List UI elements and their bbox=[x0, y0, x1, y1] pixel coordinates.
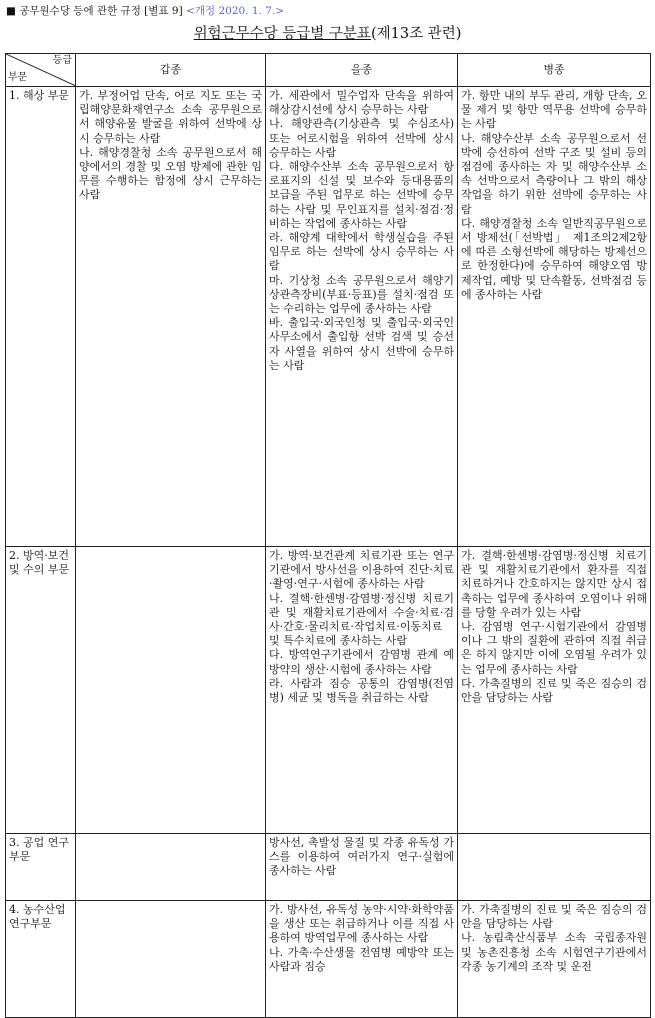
list-item: 나. 결핵·한센병·감염병·정신병 치료기관 및 재활치료기관에서 수술·치료·검사·간호·물리치료·작업치료·이동치료 및 특수치료에 종사하는 사람 bbox=[269, 591, 454, 648]
title-main: 위험근무수당 등급별 구분표 bbox=[193, 26, 371, 42]
table-row bbox=[6, 547, 651, 834]
list-item: 나. 가축·수산생물 전염병 예방약 또는 사람과 짐승 bbox=[269, 945, 454, 973]
document-title bbox=[0, 22, 655, 43]
column-header-gap: 갑종 bbox=[76, 54, 266, 87]
cell-byeong bbox=[458, 547, 651, 834]
list-item: 다. 방역연구기관에서 감염병 관계 예방약의 생산·시험에 종사하는 사람 bbox=[269, 648, 454, 676]
list-item: 나. 해양경찰청 소속 공무원으로서 해양에서의 경찰 및 오염 방제에 관한 임무를 수행하는 함정에 상시 근무하는 사람 bbox=[79, 145, 262, 202]
cell-eul bbox=[266, 547, 458, 834]
list-item: 라. 해양계 대학에서 학생실습을 주된 임무로 하는 선박에 상시 승무하는 사람 bbox=[269, 231, 454, 273]
cell-byeong bbox=[458, 901, 651, 1018]
column-header-byeong: 병종 bbox=[458, 54, 651, 87]
table-row bbox=[6, 87, 651, 547]
cell-byeong bbox=[458, 87, 651, 547]
corner-grade-label: 등급 bbox=[52, 55, 72, 66]
list-item: 방사선, 촉발성 물질 및 각종 유독성 가스를 이용하여 여러가지 연구·실험에 종사하는 사람 bbox=[269, 836, 454, 878]
list-item: 바. 출입국·외국인청 및 출입국·외국인사무소에서 출입항 선박 검색 및 승선자 사열을 위하여 상시 선박에 승무하는 사람 bbox=[269, 316, 454, 372]
regulation-header bbox=[6, 3, 284, 18]
table-header-row bbox=[6, 54, 651, 87]
cell-eul bbox=[266, 834, 458, 901]
list-item: 가. 방역·보건관계 치료기관 또는 연구기관에서 방사선을 이용하여 진단·치료·촬영·연구·시험에 종사하는 사람 bbox=[269, 549, 454, 591]
list-item: 라. 사람과 짐승 공통의 감염병(전염병) 세균 및 병독을 취급하는 사람 bbox=[269, 676, 454, 705]
list-item: 가. 방사선, 유독성 농약·시약·화학약품을 생산 또는 취급하거나 이를 직접 사용하여 방역업무에 종사하는 사람 bbox=[269, 903, 454, 945]
section-name: 2. 방역·보건 및 수의 부문 bbox=[6, 547, 76, 834]
list-item: 나. 농림축산식품부 소속 국립종자원 및 농촌진흥청 소속 시험연구기관에서 각종 농기계의 조작 및 운전 bbox=[461, 931, 647, 973]
section-name: 4. 농수산업연구부문 bbox=[6, 901, 76, 1018]
amendment-date: <개정 2020. 1. 7.> bbox=[186, 5, 285, 17]
section-name: 3. 공업 연구 부문 bbox=[6, 834, 76, 901]
list-item: 나. 해양관측(기상관측 및 수심조사) 또는 어로시험을 위하여 선박에 상시 승무하는 사람 bbox=[269, 117, 454, 159]
list-item: 가. 결핵·한센병·감염병·정신병 치료기관 및 재활치료기관에서 환자를 직접 치료하거나 간호하지는 않지만 상시 접촉하는 업무에 종사하여 오염이나 위해를 당할 우려가 있는 사람 bbox=[461, 549, 647, 619]
cell-eul bbox=[266, 901, 458, 1018]
cell-gap bbox=[76, 901, 266, 1018]
cell-gap bbox=[76, 834, 266, 901]
list-item: 가. 가축질병의 진료 및 죽은 짐승의 검안을 담당하는 사람 bbox=[461, 903, 647, 931]
list-item: 가. 항만 내의 부두 관리, 개항 단속, 오물 제거 및 항만 역무용 선박에 승무하는 사람 bbox=[461, 89, 647, 131]
section-name: 1. 해상 부문 bbox=[6, 87, 76, 547]
column-header-eul: 을종 bbox=[266, 54, 458, 87]
cell-byeong bbox=[458, 834, 651, 901]
list-item: 가. 세관에서 밀수업자 단속을 위하여 해상감시선에 상시 승무하는 사람 bbox=[269, 89, 454, 117]
corner-sector-label: 부문 bbox=[8, 71, 28, 83]
list-item: 다. 해양수산부 소속 공무원으로서 항로표지의 신설 및 보수와 등대용품의 보급을 주된 업무로 하는 선박에 승무하는 사람 및 무인표지를 설치·점검·정비하는 작업에 종사하는 사람 bbox=[269, 160, 454, 230]
hazard-allowance-table bbox=[5, 53, 651, 1018]
table-row bbox=[6, 834, 651, 901]
list-item: 다. 해양경찰청 소속 일반직공무원으로서 방제선(「선박법」 제1조의2제2항에 따른 소형선박에 해당하는 방제선으로 한정한다)에 승무하여 해양오염 방제작업, 예방 및 단속활동, 선박점검 등에 종사하는 사람 bbox=[461, 216, 647, 301]
list-item: 나. 해양수산부 소속 공무원으로서 선박에 승선하여 선박 구조 및 설비 등의 점검에 종사하는 자 및 해양수산부 소속 선박으로서 측량이나 그 밖의 해상작업을 하기 위한 선박에 승무하는 사람 bbox=[461, 131, 647, 216]
cell-gap bbox=[76, 87, 266, 547]
list-item: 다. 가축질병의 진료 및 죽은 짐승의 검안을 담당하는 사람 bbox=[461, 676, 647, 705]
title-suffix: (제13조 관련) bbox=[370, 26, 462, 42]
list-item: 가. 부정어업 단속, 어로 지도 또는 국립해양문화재연구소 소속 공무원으로서 해양유물 발굴을 위하여 선박에 상시 승무하는 사람 bbox=[79, 89, 262, 145]
cell-gap bbox=[76, 547, 266, 834]
list-item: 나. 감염병 연구·시험기관에서 감염병이나 그 밖의 질환에 관하여 직접 취급은 하지 않지만 이에 오염될 우려가 있는 업무에 종사하는 사람 bbox=[461, 620, 647, 676]
cell-eul bbox=[266, 87, 458, 547]
list-item: 마. 기상청 소속 공무원으로서 해양기상관측장비(부표·등표)를 설치·점검 또는 수리하는 업무에 종사하는 사람 bbox=[269, 273, 454, 316]
table-row bbox=[6, 901, 651, 1018]
regulation-reference: ■ 공무원수당 등에 관한 규정 [별표 9] bbox=[6, 5, 183, 17]
corner-header bbox=[6, 54, 76, 87]
